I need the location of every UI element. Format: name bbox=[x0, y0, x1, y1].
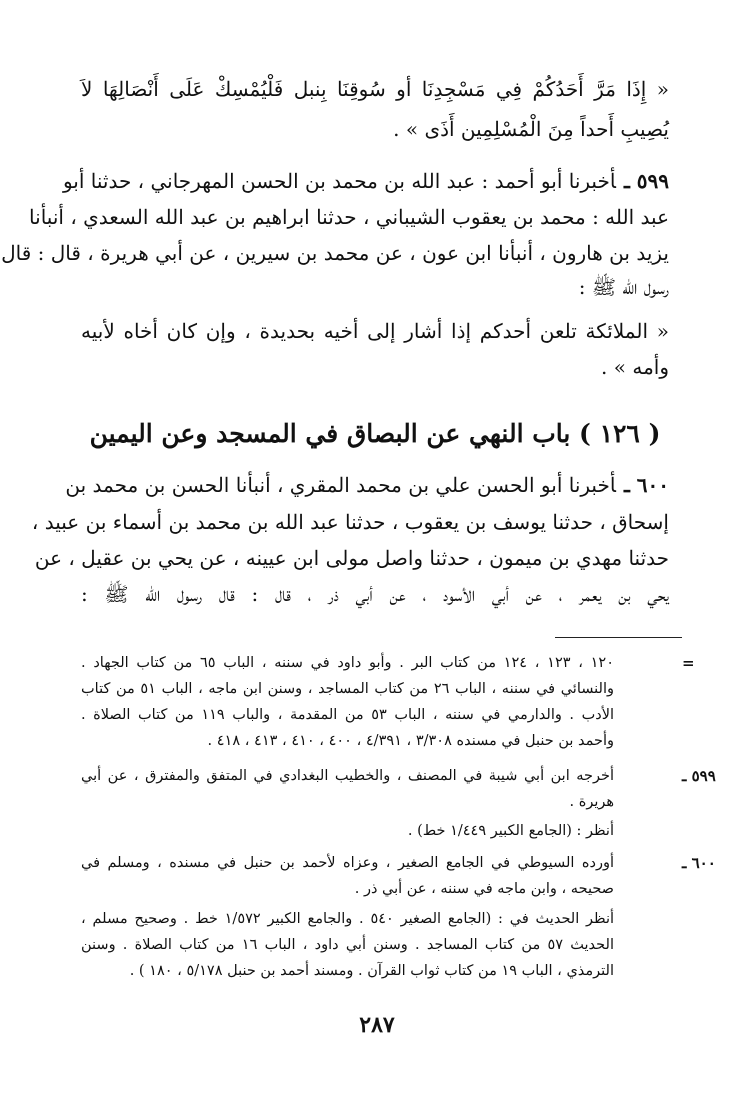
hadith-598-line: يُصِيبِ أَحداً مِنَ الْمُسْلِمِين أَذَى » . bbox=[393, 117, 669, 141]
footnote-line: أنظر الحديث في : (الجامع الصغير ٥٤٠ . والجامع الكبير ١/٥٧٢ خط . وصحيح مسلم ، bbox=[81, 911, 615, 927]
footnote-marker: ٦٠٠ ـ bbox=[682, 854, 716, 872]
footnote-line: الحديث ٥٧ من كتاب المساجد . وسنن أبي داود ، الباب ١٦ من كتاب الصلاة . وسنن bbox=[81, 937, 614, 953]
hadith-600-isnad-line: إسحاق ، حدثنا يوسف بن يعقوب ، حدثنا عبد الله بن محمد بن أسماء بن عبيد ، bbox=[31, 510, 669, 534]
hadith-number: ٥٩٩ ـ bbox=[623, 169, 669, 193]
hadith-600-isnad-line: ٦٠٠ ـأخبرنا أبو الحسن علي بن محمد المقري ، أنبأنا الحسن بن محمد بن bbox=[65, 473, 669, 497]
hadith-599-isnad-line: عبد الله : محمد بن يعقوب الشيباني ، حدثنا ابراهيم بن عبد الله السعدي ، أنبأنا bbox=[29, 205, 669, 229]
footnote-line: الأدب . والدارمي في سننه ، الباب ٥٣ من المقدمة ، والباب ١١٩ من كتاب الصلاة . bbox=[81, 707, 615, 723]
footnote-line: والنسائي في سننه ، الباب ٢٦ من كتاب المساجد ، وسنن ابن ماجه ، الباب ٥١ من كتاب bbox=[81, 681, 615, 697]
hadith-599-isnad-line: ٥٩٩ ـأخبرنا أبو أحمد : عبد الله بن محمد بن الحسن المهرجاني ، حدثنا أبو bbox=[62, 169, 669, 193]
page-number: ٢٨٧ bbox=[359, 1012, 395, 1038]
chapter-heading: ( ١٢٦ ) باب النهي عن البصاق في المسجد وعن اليمين bbox=[89, 419, 661, 448]
hadith-598-line: « إِذَا مَرَّ أَحَدُكُمْ فِي مَسْجِدِنَا أو سُوقِنَا بِنبل فَلْيُمْسِكْ عَلَى أَنْصَالِهَا لاَ bbox=[81, 77, 669, 101]
footnote-marker: = bbox=[682, 654, 695, 672]
hadith-599-matn-line: وأمه » . bbox=[601, 355, 669, 379]
hadith-600-isnad-line: حدثنا مهدي بن ميمون ، حدثنا واصل مولى ابن عيينه ، عن يحي بن عقيل ، عن bbox=[34, 546, 669, 570]
footnote-line: ١٢٠ ، ١٢٣ ، ١٢٤ من كتاب البر . وأبو داود في سننه ، الباب ٦٥ من كتاب الجهاد . bbox=[81, 655, 615, 671]
hadith-599-matn-line: « الملائكة تلعن أحدكم إذا أشار إلى أخيه بحديدة ، وإن كان أخاه لأبيه bbox=[81, 319, 669, 343]
footnote-separator bbox=[555, 637, 682, 638]
footnote-line: هريرة . bbox=[569, 794, 614, 810]
hadith-number: ٦٠٠ ـ bbox=[623, 473, 669, 497]
footnote-line: أنظر : (الجامع الكبير ١/٤٤٩ خط) . bbox=[407, 823, 614, 839]
hadith-599-isnad-line: يزيد بن هارون ، أنبأنا ابن عون ، عن محمد بن سيرين ، عن أبي هريرة ، قال : قال bbox=[1, 241, 669, 265]
footnote-marker: ٥٩٩ ـ bbox=[682, 767, 716, 785]
footnote-line: أخرجه ابن أبي شيبة في المصنف ، والخطيب البغدادي في المتفق والمفترق ، عن أبي bbox=[81, 768, 614, 784]
footnote-line: وأحمد بن حنبل في مسنده ٣/٣٠٨ ، ٤/٣٩١ ، ٤٠٠ ، ٤١٠ ، ٤١٣ ، ٤١٨ . bbox=[207, 733, 614, 749]
footnote-line: صحيحه ، وابن ماجه في سننه ، عن أبي ذر . bbox=[354, 881, 614, 897]
footnote-line: أورده السيوطي في الجامع الصغير ، وعزاه لأحمد بن حنبل في مسنده ، ومسلم في bbox=[81, 855, 614, 871]
hadith-600-isnad-line: يحي بن يعمر ، عن أبي الأسود ، عن أبي ذر ، قال : قال رسول الله ﷺ : bbox=[81, 582, 669, 606]
footnote-line: الترمذي ، الباب ١٩ من كتاب ثواب القرآن . ومسند أحمد بن حنبل ٥/١٧٨ ، ١٨٠ ) . bbox=[129, 963, 614, 979]
hadith-599-isnad-line: رسول الله ﷺ : bbox=[578, 275, 669, 299]
